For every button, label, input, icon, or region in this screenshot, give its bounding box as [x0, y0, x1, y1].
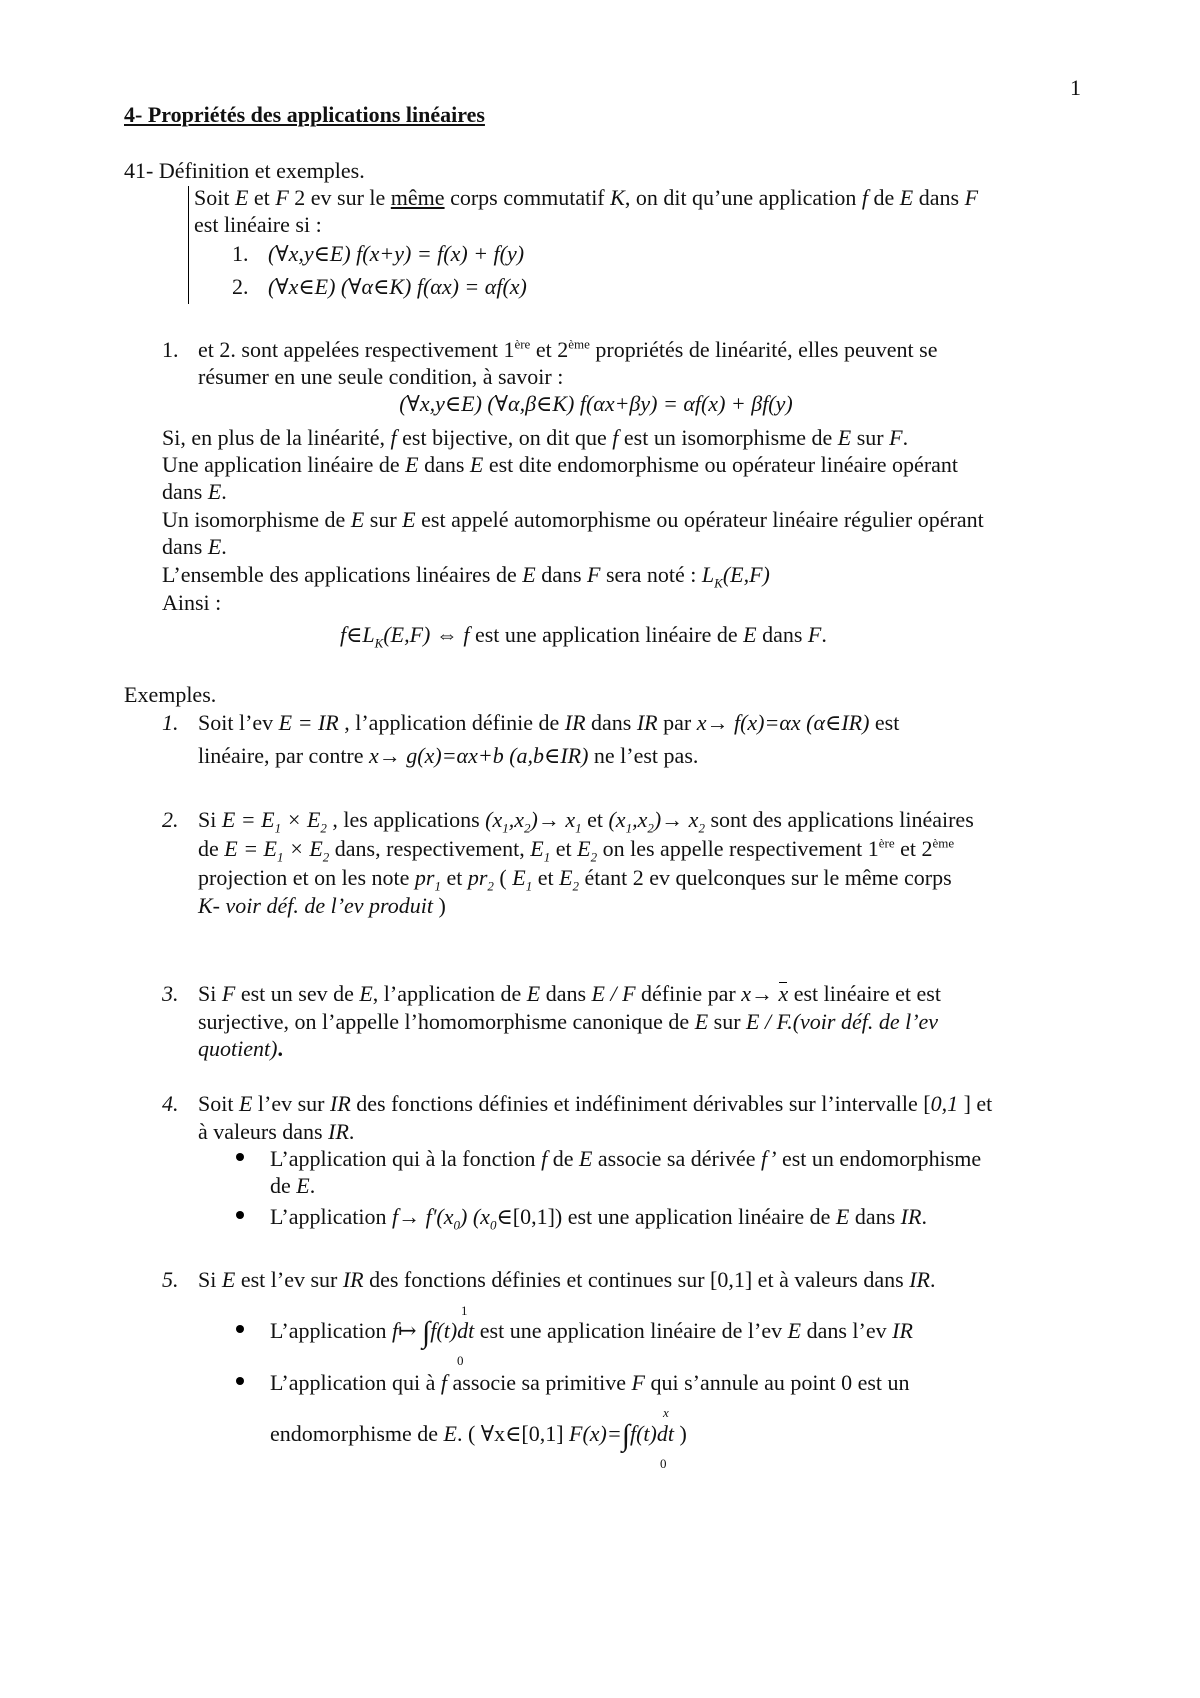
definition-item-2-number: 2. — [232, 274, 249, 299]
example-1-line-2: linéaire, par contre x→ g(x)=αx+b (a,b∈IR) ne l’est pas. — [198, 743, 699, 768]
example-2-line-3: projection et on les note $pr_1$ et $pr_2$ ( $E_1$ et $E_2$ étant 2 ev quelconques sur le même corps — [198, 865, 952, 894]
example-2-number: 2. — [162, 807, 179, 832]
automorphism-line-2: dans E. — [162, 534, 227, 559]
integral-upper-bound: 1 — [461, 1303, 468, 1318]
example-3-line-3: quotient). — [198, 1036, 283, 1061]
properties-line-1: et 2. sont appelées respectivement 1ère et 2ème propriétés de linéarité, elles peuvent se — [198, 336, 938, 362]
definition-line-1: Soit E et F 2 ev sur le même corps commutatif K, on dit qu’une application f de E dans F — [194, 185, 979, 210]
bullet-icon — [236, 1153, 244, 1161]
ensemble-line: L’ensemble des applications linéaires de E dans F sera noté : $L_K(E,F)$ — [162, 562, 770, 591]
example-2-line-1: Si $E = E_1 \times E_2$ , les applications $(x_1,x_2)\to x_1$ et $(x_1,x_2)\to x_2$ sont des applications linéaires — [198, 807, 974, 836]
example-4-line-2: à valeurs dans IR. — [198, 1119, 355, 1144]
example-3-line-2: surjective, on l’appelle l’homomorphisme canonique de E sur E / F.(voir déf. de l’ev — [198, 1009, 939, 1034]
definition-item-1: (∀x,y∈E) f(x+y) = f(x) + f(y) — [268, 241, 525, 266]
example-4-bullet-2: L’application $f\to f'(x_0)$ $(x_0\in[0,1])$ est une application linéaire de E dans IR. — [270, 1204, 927, 1233]
example-5-number: 5. — [162, 1267, 179, 1292]
endomorphism-line-2: dans E. — [162, 479, 227, 504]
properties-line-2: résumer en une seule condition, à savoir : — [198, 364, 564, 389]
example-2-line-2: de $E = E_1 \times E_2$ dans, respectivement, $E_1$ et $E_2$ on les appelle respectivement 1ère et 2ème — [198, 835, 955, 865]
section-heading: 41- Définition et exemples. — [124, 158, 365, 183]
integral-lower-bound: 0 — [457, 1353, 464, 1368]
automorphism-line-1: Un isomorphisme de E sur E est appelé automorphisme ou opérateur linéaire régulier opérant — [162, 507, 984, 532]
example-5-bullet-2-line-1: L’application qui à f associe sa primitive F qui s’annule au point 0 est un — [270, 1370, 910, 1395]
page-number: 1 — [1070, 75, 1081, 100]
example-4-bullet-1-line-1: L’application qui à la fonction f de E associe sa dérivée f’ est un endomorphisme — [270, 1146, 982, 1171]
page-title: 4- Propriétés des applications linéaires — [124, 102, 485, 127]
isomorphism-line: Si, en plus de la linéarité, f est bijective, on dit que f est un isomorphisme de E sur F. — [162, 425, 909, 450]
bullet-icon — [236, 1325, 244, 1333]
integral-lower-bound-2: 0 — [660, 1456, 667, 1471]
example-1-line-1: Soit l’ev E = IR , l’application définie de IR dans IR par x→ f(x)=αx (α∈IR) est — [198, 710, 900, 735]
example-4-line-1: Soit E l’ev sur IR des fonctions définies et indéfiniment dérivables sur l’intervalle [0,1 ] et — [198, 1091, 993, 1116]
example-5-bullet-1: L’application f↦ ∫f(t)dt est une application linéaire de l’ev E dans l’ev IR — [270, 1316, 913, 1349]
equivalence-line: $f\in L_K(E,F)$ ⇔ f est une application linéaire de E dans F. — [340, 622, 827, 651]
properties-number: 1. — [162, 337, 179, 362]
example-3-line-1: Si F est un sev de E, l’application de E dans E / F définie par x→ x est linéaire et est — [198, 981, 941, 1006]
example-2-line-4: K- voir déf. de l’ev produit ) — [198, 893, 446, 918]
definition-item-2: (∀x∈E) (∀α∈K) f(αx) = αf(x) — [268, 274, 527, 299]
example-3-number: 3. — [162, 981, 179, 1006]
linearity-formula: (∀x,y∈E) (∀α,β∈K) f(αx+βy) = αf(x) + βf(y) — [399, 391, 793, 416]
example-5-line-1: Si E est l’ev sur IR des fonctions définies et continues sur [0,1] et à valeurs dans IR. — [198, 1267, 936, 1292]
integral-upper-bound-x: x — [663, 1405, 669, 1420]
bullet-icon — [236, 1377, 244, 1385]
definition-bar — [188, 186, 189, 304]
bullet-icon — [236, 1211, 244, 1219]
example-4-number: 4. — [162, 1091, 179, 1116]
definition-item-1-number: 1. — [232, 241, 249, 266]
endomorphism-line-1: Une application linéaire de E dans E est dite endomorphisme ou opérateur linéaire opérant — [162, 452, 959, 477]
example-1-number: 1. — [162, 710, 179, 735]
examples-heading: Exemples. — [124, 682, 217, 707]
definition-line-2: est linéaire si : — [194, 212, 322, 237]
example-5-bullet-2-line-2: endomorphisme de E. ( ∀x∈[0,1] F(x)=∫f(t)dt ) — [270, 1419, 687, 1452]
example-4-bullet-1-line-2: de E. — [270, 1173, 316, 1198]
ainsi-line: Ainsi : — [162, 590, 222, 615]
